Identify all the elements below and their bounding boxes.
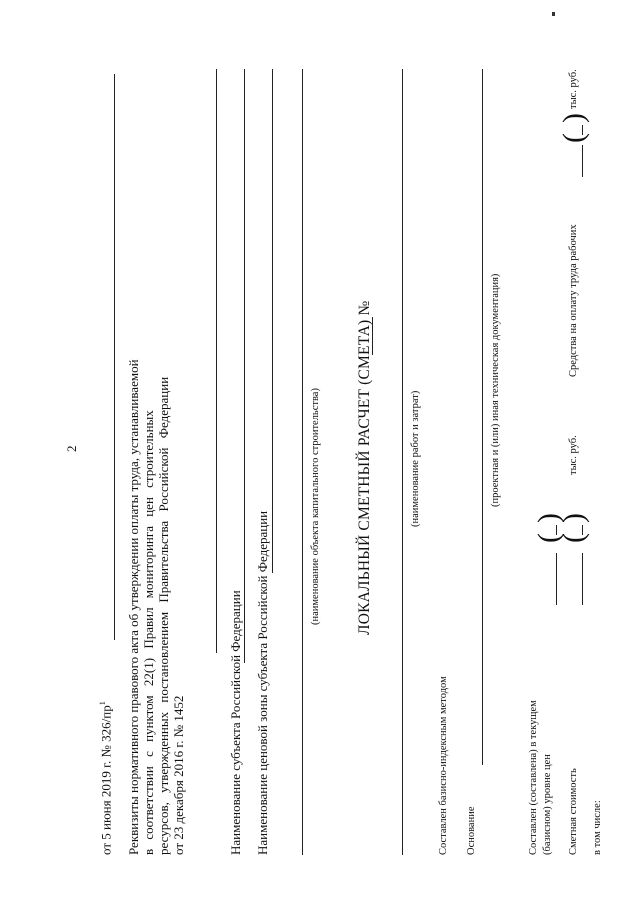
object-field-line [302,69,303,855]
wages-value-line [582,145,583,177]
including-label: в том числе: [592,800,603,855]
order-reference-line [114,74,115,640]
wages-close-paren: ) [557,113,590,123]
works-caption: (наименование работ и затрат) [410,390,421,527]
level-open-paren: ( [532,533,565,543]
wages-open-paren: ( [557,133,590,143]
price-zone-field-line [272,69,273,573]
works-field-line [402,69,403,855]
cost-value-line [582,553,583,605]
cost-close-paren: ) [557,513,590,523]
level-label-line-2: (базисном) уровне цен [542,754,553,855]
cost-unit: тыс. руб. [568,435,579,475]
order-reference: от 5 июня 2019 г. № $326/пр^1$ [98,701,114,855]
price-zone-label: Наименование ценовой зоны субъекта Российской Федерации [255,510,270,855]
requisites-field-line [216,69,217,653]
subject-label: Наименование субъекта Российской Федерации [228,590,243,855]
wages-label: Средства на оплату труда рабочих [568,224,579,377]
basis-field-line [482,69,483,765]
estimate-title: ЛОКАЛЬНЫЙ СМЕТНЫЙ РАСЧЕТ (СМЕТА) № [356,300,373,635]
estimate-number-line [372,317,373,355]
requisites-line-3: ресурсов, утвержденных постановлением Правительства Российской Федерации [156,376,171,855]
basis-caption: (проектная и (или) иная техническая документация) [490,273,501,507]
requisites-line-4: от 23 декабря 2016 г. № 1452 [171,695,186,855]
level-value-line [556,553,557,605]
requisites-line-2: в соответствии с пунктом 22(1) Правил мониторинга цен строительных [141,410,156,855]
level-label-line-1: Составлен (составлена) в текущем [528,700,539,855]
wages-paren-line [582,125,583,135]
wages-unit: тыс. руб. [568,69,579,109]
cost-label: Сметная стоимость [568,768,579,855]
object-caption: (наименование объекта капитального строительства) [310,388,321,625]
basis-label: Основание [466,806,477,855]
cost-paren-line [582,525,583,535]
requisites-line-1: Реквизиты нормативного правового акта об утверждении оплаты труда, устанавливаемой [126,359,141,855]
level-close-paren: ) [532,513,565,523]
cost-open-paren: ( [557,533,590,543]
method-label: Составлен базисно-индексным методом [438,676,449,855]
rotated-form [40,5,603,895]
subject-field-line [244,69,245,663]
page-number: 2 [64,445,79,452]
